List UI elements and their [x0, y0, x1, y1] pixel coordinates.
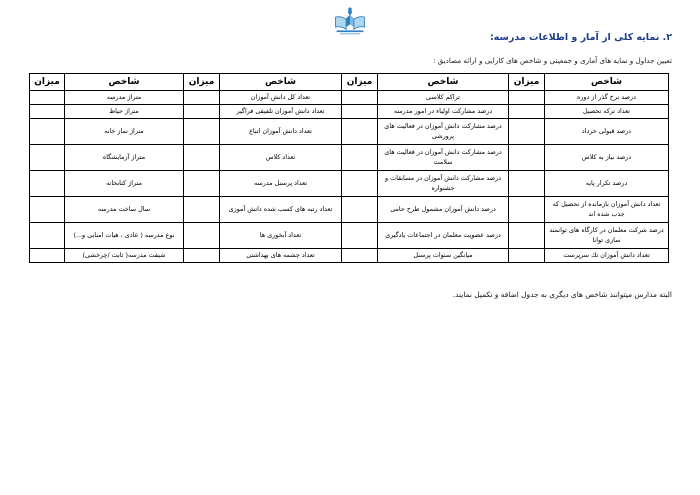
cell-amount[interactable] — [342, 223, 378, 249]
table-row — [30, 171, 669, 197]
cell-index: تعداد ترکه تحصیل — [545, 105, 669, 119]
column-header-index-2: شاخص — [378, 74, 509, 91]
page-subtitle: تعیین جداول و نمایه های آماری و جمعیتی و شاخص های کارایی و ارائه مصادیق : — [432, 56, 672, 65]
cell-index: متراژ مدرسه — [65, 91, 184, 105]
cell-amount[interactable] — [30, 91, 65, 105]
cell-amount[interactable] — [184, 197, 220, 223]
cell-index: درصد مشارکت اولیاء در امور مدرسه — [378, 105, 509, 119]
cell-amount[interactable] — [342, 105, 378, 119]
cell-index: متراژ کتابخانه — [65, 171, 184, 197]
page-title: ۲. نمایه کلی از آمار و اطلاعات مدرسه: — [490, 32, 672, 43]
cell-amount[interactable] — [184, 91, 220, 105]
cell-index: درصد مشارکت دانش آموزان در فعالیت های پرورشی — [378, 119, 509, 145]
cell-index: تراکم کلاسی — [378, 91, 509, 105]
cell-index: درصد تکرار پایه — [545, 171, 669, 197]
footer-note: البته مدارس میتوانند شاخص های دیگری به جدول اضافه و تکمیل نمایند. — [452, 290, 672, 299]
statistics-table-container — [30, 73, 669, 263]
cell-index: تعداد دانش آموزان تك سرپرست — [545, 249, 669, 263]
cell-amount[interactable] — [342, 145, 378, 171]
cell-amount[interactable] — [342, 171, 378, 197]
table-row — [30, 145, 669, 171]
cell-amount[interactable] — [184, 249, 220, 263]
cell-index: درصد دانش آموزان مشمول طرح حامی — [378, 197, 509, 223]
column-header-index-3: شاخص — [220, 74, 342, 91]
cell-index: میانگین سنوات پرسنل — [378, 249, 509, 263]
cell-index: تعداد چشمه های بهداشتی — [220, 249, 342, 263]
cell-index: درصد عضویت معلمان در اجتماعات یادگیری — [378, 223, 509, 249]
table-row — [30, 249, 669, 263]
cell-amount[interactable] — [342, 197, 378, 223]
cell-amount[interactable] — [184, 223, 220, 249]
school-statistics-table — [29, 73, 669, 263]
cell-amount[interactable] — [509, 105, 545, 119]
column-header-amount-2: میزان — [342, 74, 378, 91]
column-header-index-1: شاخص — [545, 74, 669, 91]
column-header-amount-1: میزان — [509, 74, 545, 91]
cell-amount[interactable] — [30, 223, 65, 249]
table-row — [30, 91, 669, 105]
cell-index: تعداد دانش آموزان بازمانده از تحصیل که جذب شده اند — [545, 197, 669, 223]
column-header-index-4: شاخص — [65, 74, 184, 91]
cell-amount[interactable] — [509, 223, 545, 249]
cell-amount[interactable] — [509, 197, 545, 223]
cell-index: درصد شرکت معلمان در کارگاه های توانمند سازی توانا — [545, 223, 669, 249]
table-row — [30, 197, 669, 223]
cell-amount[interactable] — [184, 105, 220, 119]
cell-amount[interactable] — [342, 119, 378, 145]
column-header-amount-4: میزان — [30, 74, 65, 91]
cell-amount[interactable] — [30, 197, 65, 223]
cell-index: سال ساخت مدرسه — [65, 197, 184, 223]
cell-index: درصد قبولی خرداد — [545, 119, 669, 145]
cell-amount[interactable] — [30, 249, 65, 263]
cell-index: تعداد دانش آموزان اتباع — [220, 119, 342, 145]
cell-amount[interactable] — [509, 145, 545, 171]
cell-index: شیفت مدرسه( ثابت /چرخشی) — [65, 249, 184, 263]
cell-amount[interactable] — [342, 91, 378, 105]
cell-amount[interactable] — [30, 171, 65, 197]
table-row — [30, 105, 669, 119]
cell-amount[interactable] — [30, 145, 65, 171]
cell-amount[interactable] — [184, 171, 220, 197]
cell-amount[interactable] — [30, 105, 65, 119]
cell-amount[interactable] — [509, 249, 545, 263]
cell-amount[interactable] — [30, 119, 65, 145]
cell-index: درصد مشارکت دانش آموزان در فعالیت های سلامت — [378, 145, 509, 171]
table-row — [30, 119, 669, 145]
cell-index: تعداد پرسنل مدرسه — [220, 171, 342, 197]
table-body — [30, 91, 669, 263]
cell-index: تعداد کل دانش آموزان — [220, 91, 342, 105]
cell-index: تعداد آبخوری ها — [220, 223, 342, 249]
cell-amount[interactable] — [184, 119, 220, 145]
cell-index: درصد مشارکت دانش آموزان در مسابقات و جشنواره — [378, 171, 509, 197]
cell-amount[interactable] — [342, 249, 378, 263]
cell-amount[interactable] — [184, 145, 220, 171]
cell-index: نوع مدرسه ( عادی ، هیات امنایی و...) — [65, 223, 184, 249]
cell-amount[interactable] — [509, 119, 545, 145]
cell-index: تعداد دانش آموزان تلفیقی فراگیر — [220, 105, 342, 119]
cell-index: درصد نرخ گذر از دوره — [545, 91, 669, 105]
cell-index: درصد نیاز به کلاس — [545, 145, 669, 171]
cell-index: متراژ حیاط — [65, 105, 184, 119]
table-header-row — [30, 74, 669, 91]
cell-amount[interactable] — [509, 91, 545, 105]
cell-amount[interactable] — [509, 171, 545, 197]
cell-index: تعداد کلاس — [220, 145, 342, 171]
cell-index: تعداد رتبه های کسب شده دانش آموزی — [220, 197, 342, 223]
cell-index: متراژ نماز خانه — [65, 119, 184, 145]
column-header-amount-3: میزان — [184, 74, 220, 91]
cell-index: متراژ آزمایشگاه — [65, 145, 184, 171]
table-row — [30, 223, 669, 249]
